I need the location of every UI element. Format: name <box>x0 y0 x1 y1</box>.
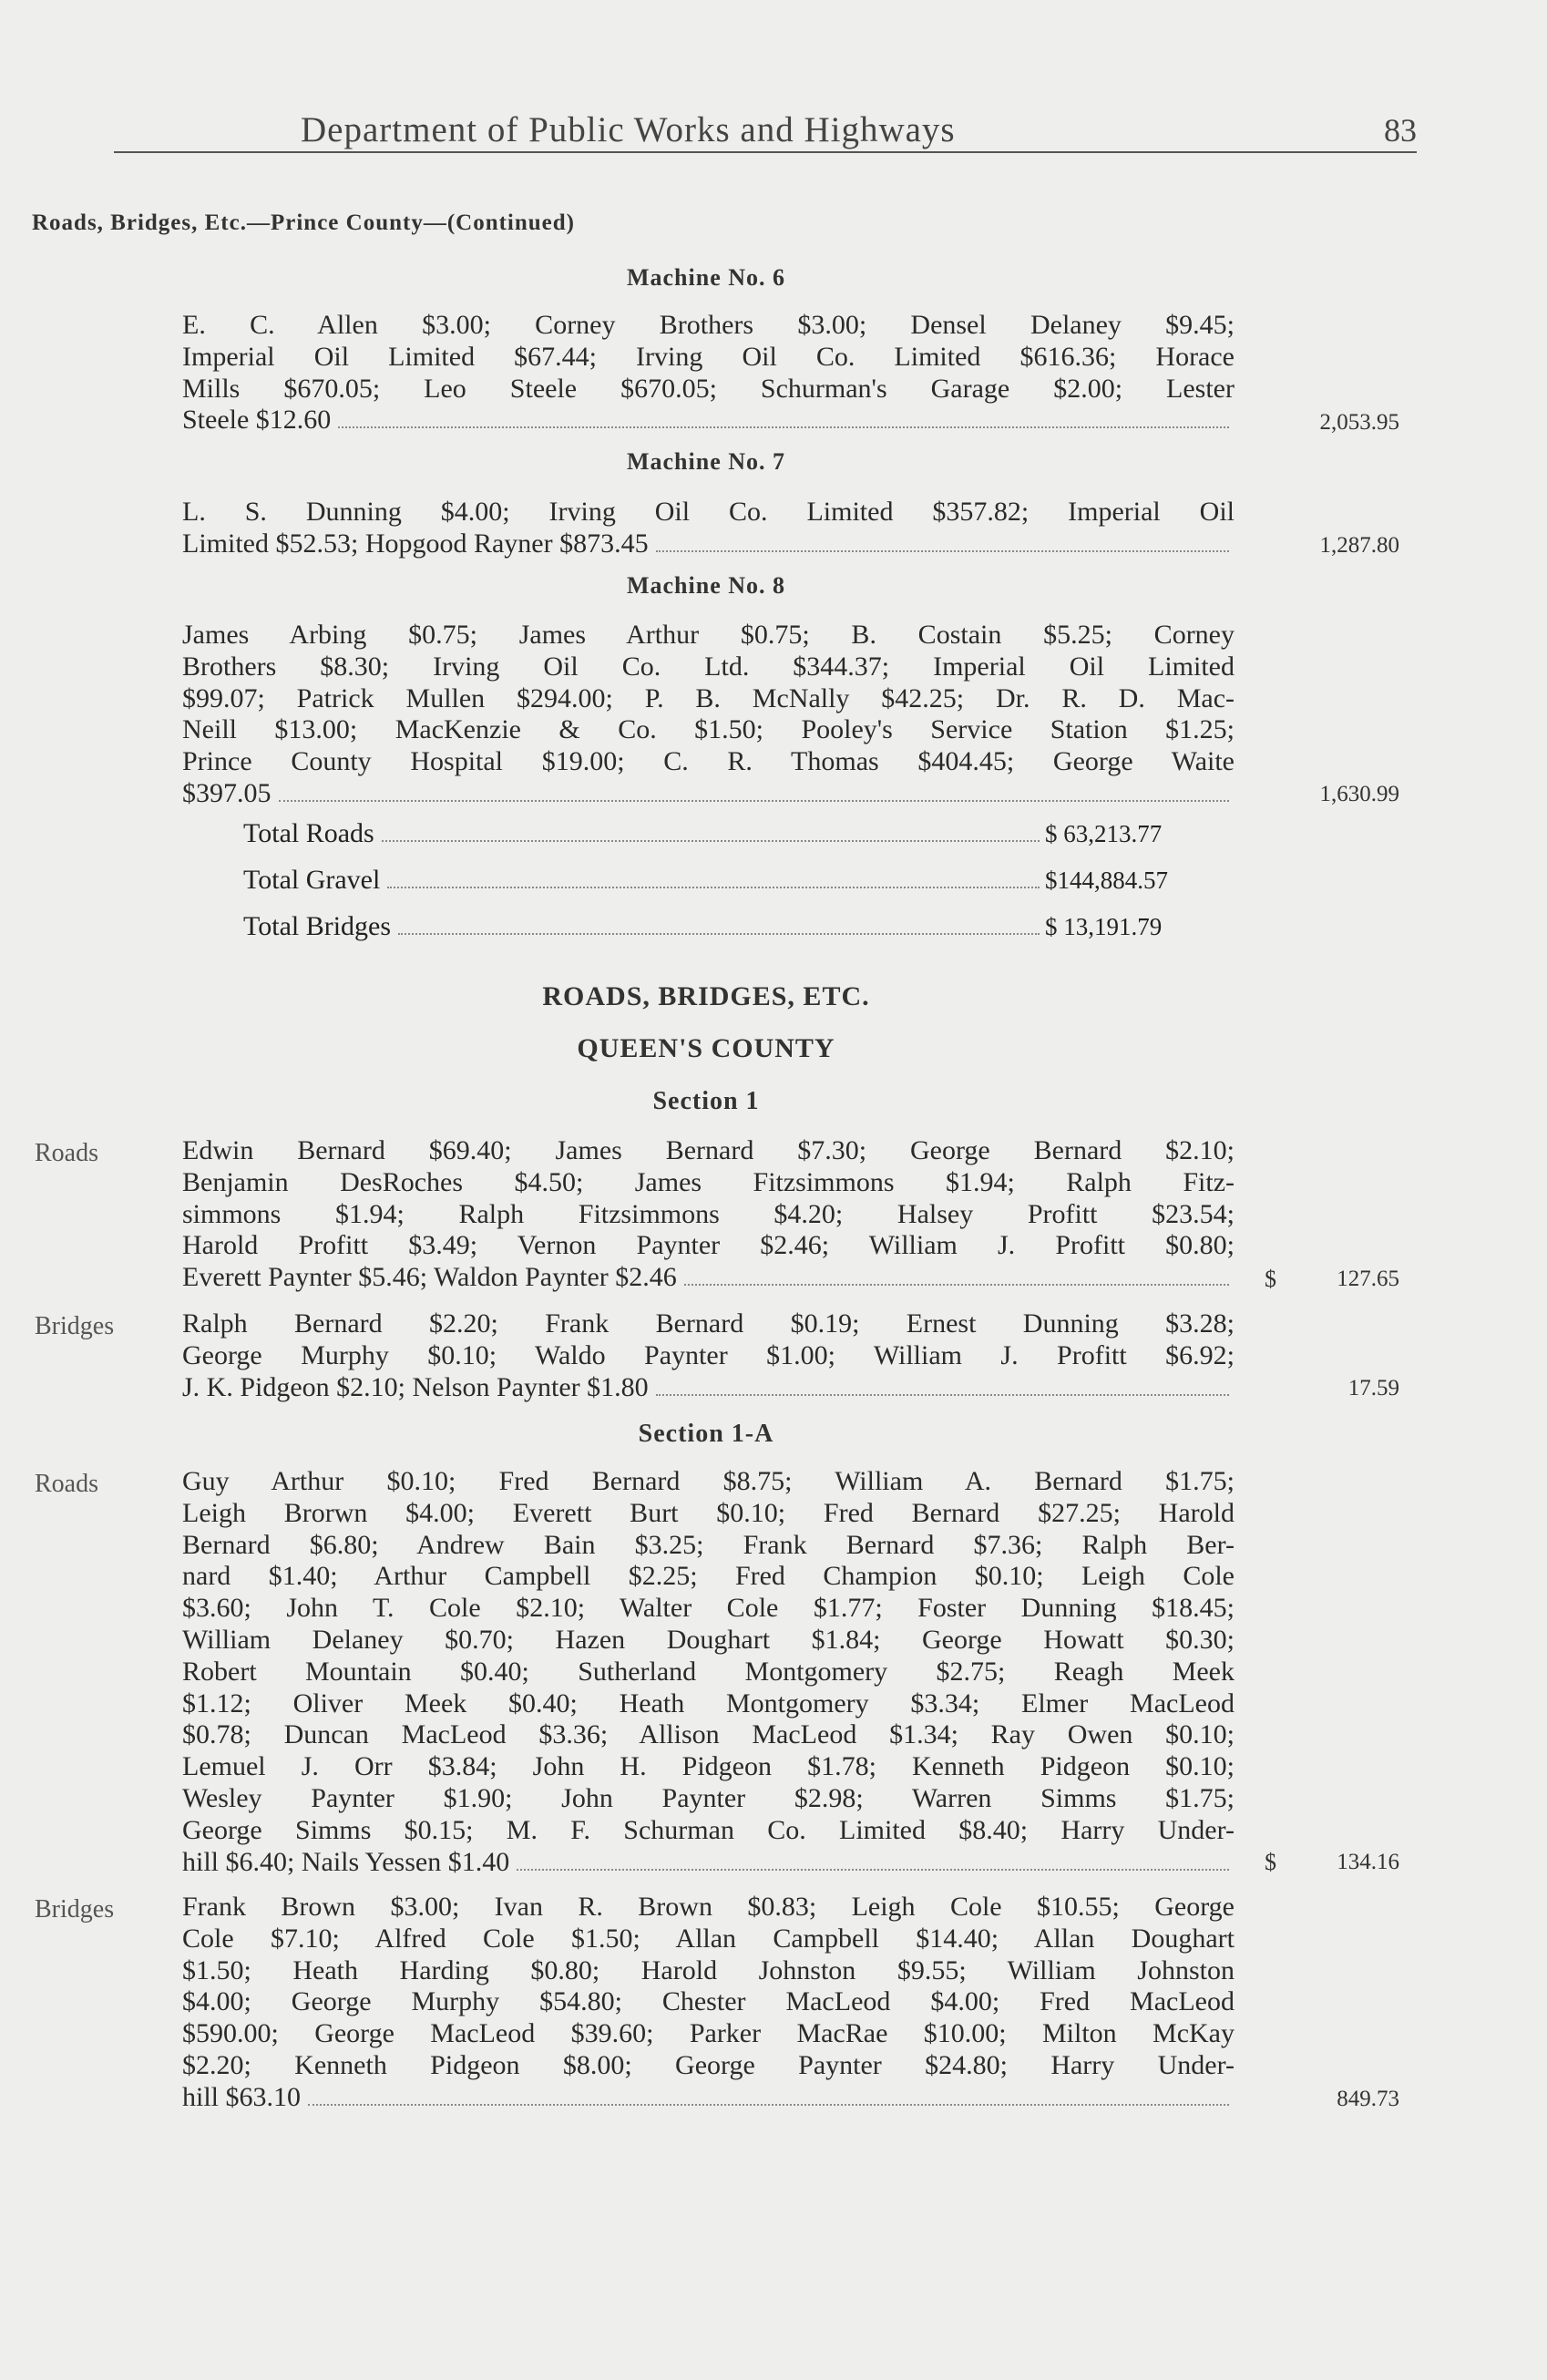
totals-row <box>243 865 1200 911</box>
entry-line: Bernard $6.80; Andrew Bain $3.25; Frank Bernard $7.36; Ralph Ber- <box>182 1529 1235 1560</box>
entry-line: Everett Paynter $5.46; Waldon Paynter $2.46 <box>182 1262 677 1293</box>
entry-line: $0.78; Duncan MacLeod $3.36; Allison MacLeod $1.34; Ray Owen $0.10; <box>182 1719 1235 1750</box>
dollar-sign: $ <box>1265 1849 1276 1875</box>
machine-8-amount: 1,630.99 <box>1319 782 1399 806</box>
totals-row <box>243 911 1200 958</box>
roads-side-label: Roads <box>35 1139 98 1167</box>
entry-line: $590.00; George MacLeod $39.60; Parker MacRae $10.00; Milton McKay <box>182 2018 1235 2049</box>
machine-8-heading: Machine No. 8 <box>626 572 786 599</box>
page-title: Department of Public Works and Highways <box>301 110 956 149</box>
section-1a-roads-entries <box>182 1466 1235 1878</box>
section-1a-bridges-entries <box>182 1892 1235 2114</box>
section-1a-heading: Section 1-A <box>638 1420 774 1448</box>
bridges-side-label: Bridges <box>35 1895 115 1923</box>
machine-7-entries <box>182 497 1235 560</box>
machine-8-entries <box>182 620 1235 810</box>
dot-leader <box>279 799 1230 802</box>
entry-line: simmons $1.94; Ralph Fitzsimmons $4.20; Halsey Profitt $23.54; <box>182 1198 1235 1229</box>
section-1a-roads-amount: 134.16 <box>1337 1850 1399 1874</box>
bridges-side-label: Bridges <box>35 1312 115 1340</box>
entry-line: Lemuel J. Orr $3.84; John H. Pidgeon $1.78; Kenneth Pidgeon $0.10; <box>182 1751 1235 1782</box>
totals-table <box>243 818 1200 958</box>
entry-line: $3.60; John T. Cole $2.10; Walter Cole $1.77; Foster Dunning $18.45; <box>182 1593 1235 1624</box>
entry-line: hill $6.40; Nails Yessen $1.40 <box>182 1846 510 1877</box>
entry-line: $2.20; Kenneth Pidgeon $8.00; George Paynter $24.80; Harry Under- <box>182 2049 1235 2080</box>
totals-row <box>243 818 1200 865</box>
entry-line: Edwin Bernard $69.40; James Bernard $7.30; George Bernard $2.10; <box>182 1135 1235 1165</box>
entry-line: Prince County Hospital $19.00; C. R. Thomas $404.45; George Waite <box>182 746 1235 777</box>
continued-heading: Roads, Bridges, Etc.—Prince County—(Continued) <box>32 210 576 235</box>
entry-line: Benjamin DesRoches $4.50; James Fitzsimmons $1.94; Ralph Fitz- <box>182 1166 1235 1197</box>
total-label: Total Bridges <box>243 911 392 941</box>
entry-line: William Delaney $0.70; Hazen Doughart $1.84; George Howatt $0.30; <box>182 1624 1235 1655</box>
entry-line: J. K. Pidgeon $2.10; Nelson Paynter $1.80 <box>182 1371 649 1402</box>
entry-line: $397.05 <box>182 777 271 808</box>
section-1-roads-amount: 127.65 <box>1337 1267 1399 1291</box>
entry-line: Leigh Brorwn $4.00; Everett Burt $0.10; Fred Bernard $27.25; Harold <box>182 1497 1235 1528</box>
entry-line: Ralph Bernard $2.20; Frank Bernard $0.19; Ernest Dunning $3.28; <box>182 1308 1235 1339</box>
dot-leader <box>656 1393 1229 1396</box>
section-1-bridges-amount: 17.59 <box>1347 1376 1399 1400</box>
section-1-heading: Section 1 <box>652 1087 760 1115</box>
total-value: $ 63,213.77 <box>1045 820 1163 847</box>
entry-line: E. C. Allen $3.00; Corney Brothers $3.00; Densel Delaney $9.45; <box>182 310 1235 340</box>
section-1a-bridges-amount: 849.73 <box>1337 2087 1399 2111</box>
dot-leader <box>387 886 1040 888</box>
dollar-sign: $ <box>1265 1266 1276 1292</box>
machine-6-amount: 2,053.95 <box>1319 410 1399 435</box>
machine-6-heading: Machine No. 6 <box>626 264 786 291</box>
page-header <box>114 102 1417 153</box>
total-label: Total Roads <box>243 818 374 848</box>
section-1-bridges-entries <box>182 1308 1235 1403</box>
entry-line: Frank Brown $3.00; Ivan R. Brown $0.83; Leigh Cole $10.55; George <box>182 1892 1235 1922</box>
dot-leader <box>656 549 1229 552</box>
entry-line: Cole $7.10; Alfred Cole $1.50; Allan Campbell $14.40; Allan Doughart <box>182 1923 1235 1954</box>
section-1-roads-entries <box>182 1135 1235 1294</box>
entry-line: James Arbing $0.75; James Arthur $0.75; B. Costain $5.25; Corney <box>182 620 1235 650</box>
dot-leader <box>517 1868 1229 1871</box>
total-value: $ 13,191.79 <box>1045 913 1163 940</box>
entry-line: $99.07; Patrick Mullen $294.00; P. B. McNally $42.25; Dr. R. D. Mac- <box>182 682 1235 713</box>
page-number: 83 <box>1384 112 1417 149</box>
entry-line: nard $1.40; Arthur Campbell $2.25; Fred Champion $0.10; Leigh Cole <box>182 1561 1235 1592</box>
machine-7-amount: 1,287.80 <box>1319 533 1399 558</box>
total-label: Total Gravel <box>243 865 381 895</box>
entry-line: Brothers $8.30; Irving Oil Co. Ltd. $344.37; Imperial Oil Limited <box>182 651 1235 682</box>
entry-line: Limited $52.53; Hopgood Rayner $873.45 <box>182 528 649 559</box>
total-value: $144,884.57 <box>1045 867 1168 894</box>
entry-line: Imperial Oil Limited $67.44; Irving Oil Co. Limited $616.36; Horace <box>182 341 1235 372</box>
machine-6-entries <box>182 310 1235 436</box>
entry-line: Steele $12.60 <box>182 405 332 436</box>
entry-line: hill $63.10 <box>182 2081 302 2112</box>
entry-line: Robert Mountain $0.40; Sutherland Montgomery $2.75; Reagh Meek <box>182 1656 1235 1687</box>
entry-line: Wesley Paynter $1.90; John Paynter $2.98; Warren Simms $1.75; <box>182 1782 1235 1813</box>
dot-leader <box>338 426 1229 428</box>
roads-bridges-heading: ROADS, BRIDGES, ETC. <box>542 981 870 1011</box>
entry-line: George Simms $0.15; M. F. Schurman Co. Limited $8.40; Harry Under- <box>182 1814 1235 1845</box>
machine-7-heading: Machine No. 7 <box>626 448 786 475</box>
dot-leader <box>398 932 1040 935</box>
entry-line: Neill $13.00; MacKenzie & Co. $1.50; Pooley's Service Station $1.25; <box>182 714 1235 745</box>
entry-line: George Murphy $0.10; Waldo Paynter $1.00; William J. Profitt $6.92; <box>182 1339 1235 1370</box>
dot-leader <box>308 2103 1229 2106</box>
entry-line: $4.00; George Murphy $54.80; Chester MacLeod $4.00; Fred MacLeod <box>182 1986 1235 2017</box>
entry-line: $1.12; Oliver Meek $0.40; Heath Montgomery $3.34; Elmer MacLeod <box>182 1688 1235 1718</box>
entry-line: L. S. Dunning $4.00; Irving Oil Co. Limited $357.82; Imperial Oil <box>182 497 1235 527</box>
roads-side-label: Roads <box>35 1470 98 1498</box>
dot-leader <box>684 1283 1229 1286</box>
county-heading: QUEEN'S COUNTY <box>577 1033 835 1063</box>
entry-line: Harold Profitt $3.49; Vernon Paynter $2.46; William J. Profitt $0.80; <box>182 1230 1235 1261</box>
entry-line: Mills $670.05; Leo Steele $670.05; Schurman's Garage $2.00; Lester <box>182 373 1235 404</box>
entry-line: $1.50; Heath Harding $0.80; Harold Johnston $9.55; William Johnston <box>182 1954 1235 1985</box>
entry-line: Guy Arthur $0.10; Fred Bernard $8.75; William A. Bernard $1.75; <box>182 1466 1235 1496</box>
dot-leader <box>382 839 1040 842</box>
